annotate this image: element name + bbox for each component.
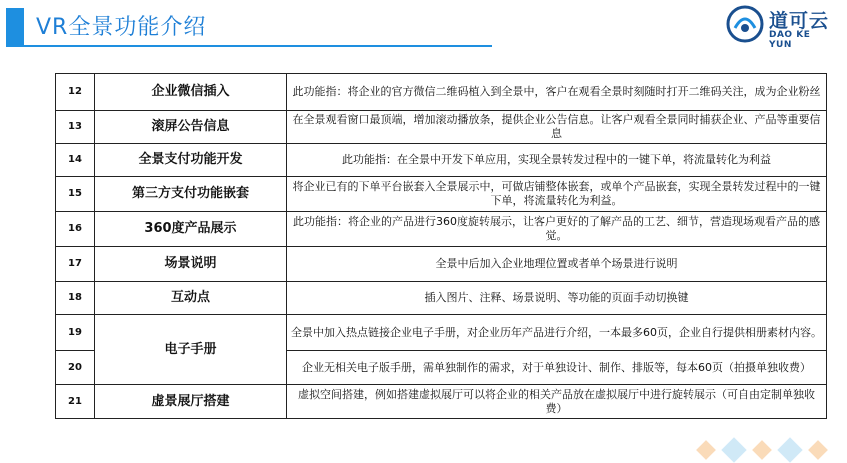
table-row bbox=[56, 144, 827, 177]
feature-name: 第三方支付功能嵌套 bbox=[95, 177, 287, 212]
row-number: 14 bbox=[56, 144, 95, 177]
table-row bbox=[56, 111, 827, 144]
feature-name: 虚景展厅搭建 bbox=[95, 385, 287, 419]
corner-watermark-icon bbox=[691, 437, 841, 463]
logo-mark-icon bbox=[725, 4, 765, 44]
feature-table bbox=[55, 73, 827, 419]
row-number: 18 bbox=[56, 282, 95, 315]
feature-name: 场景说明 bbox=[95, 247, 287, 282]
feature-name: 电子手册 bbox=[95, 315, 287, 385]
feature-description: 全景中后加入企业地理位置或者单个场景进行说明 bbox=[287, 247, 827, 282]
row-number: 17 bbox=[56, 247, 95, 282]
logo-name-en: DAO KE YUN bbox=[769, 30, 811, 50]
row-number: 19 bbox=[56, 315, 95, 351]
logo-name-cn: 道可云 bbox=[769, 10, 830, 32]
feature-name: 互动点 bbox=[95, 282, 287, 315]
row-number: 15 bbox=[56, 177, 95, 212]
feature-name: 360度产品展示 bbox=[95, 212, 287, 247]
row-number: 16 bbox=[56, 212, 95, 247]
title-underline bbox=[6, 45, 492, 47]
feature-description: 此功能指：在全景中开发下单应用，实现全景转发过程中的一键下单，将流量转化为利益 bbox=[287, 144, 827, 177]
feature-description: 此功能指：将企业的官方微信二维码植入到全景中，客户在观看全景时刻随时打开二维码关注，成为企业粉丝 bbox=[287, 74, 827, 111]
table-row bbox=[56, 282, 827, 315]
table-row bbox=[56, 385, 827, 419]
table-row bbox=[56, 177, 827, 212]
table-row bbox=[56, 247, 827, 282]
row-number: 20 bbox=[56, 351, 95, 385]
feature-name: 企业微信插入 bbox=[95, 74, 287, 111]
table-row bbox=[56, 74, 827, 111]
company-logo bbox=[725, 4, 835, 50]
page-title: VR全景功能介绍 bbox=[36, 15, 207, 40]
row-number: 21 bbox=[56, 385, 95, 419]
feature-description: 插入图片、注释、场景说明、等功能的页面手动切换键 bbox=[287, 282, 827, 315]
title-accent-bar bbox=[6, 8, 24, 46]
feature-description: 在全景观看窗口最顶端，增加滚动播放条，提供企业公告信息。让客户观看全景同时捕获企业、产品等重要信息 bbox=[287, 111, 827, 144]
table-row bbox=[56, 212, 827, 247]
feature-description: 企业无相关电子版手册，需单独制作的需求，对于单独设计、制作、排版等，每本60页（拍摄单独收费） bbox=[287, 351, 827, 385]
feature-name: 滚屏公告信息 bbox=[95, 111, 287, 144]
feature-description: 全景中加入热点链接企业电子手册，对企业历年产品进行介绍，一本最多60页，企业自行提供相册素材内容。 bbox=[287, 315, 827, 351]
row-number: 12 bbox=[56, 74, 95, 111]
table-row bbox=[56, 315, 827, 351]
feature-description: 此功能指：将企业的产品进行360度旋转展示，让客户更好的了解产品的工艺、细节，营造现场观看产品的感觉。 bbox=[287, 212, 827, 247]
feature-name: 全景支付功能开发 bbox=[95, 144, 287, 177]
row-number: 13 bbox=[56, 111, 95, 144]
feature-description: 将企业已有的下单平台嵌套入全景展示中，可做店铺整体嵌套，或单个产品嵌套，实现全景转发过程中的一键下单，将流量转化为利益。 bbox=[287, 177, 827, 212]
feature-description: 虚拟空间搭建，例如搭建虚拟展厅可以将企业的相关产品放在虚拟展厅中进行旋转展示（可自由定制单独收费） bbox=[287, 385, 827, 419]
